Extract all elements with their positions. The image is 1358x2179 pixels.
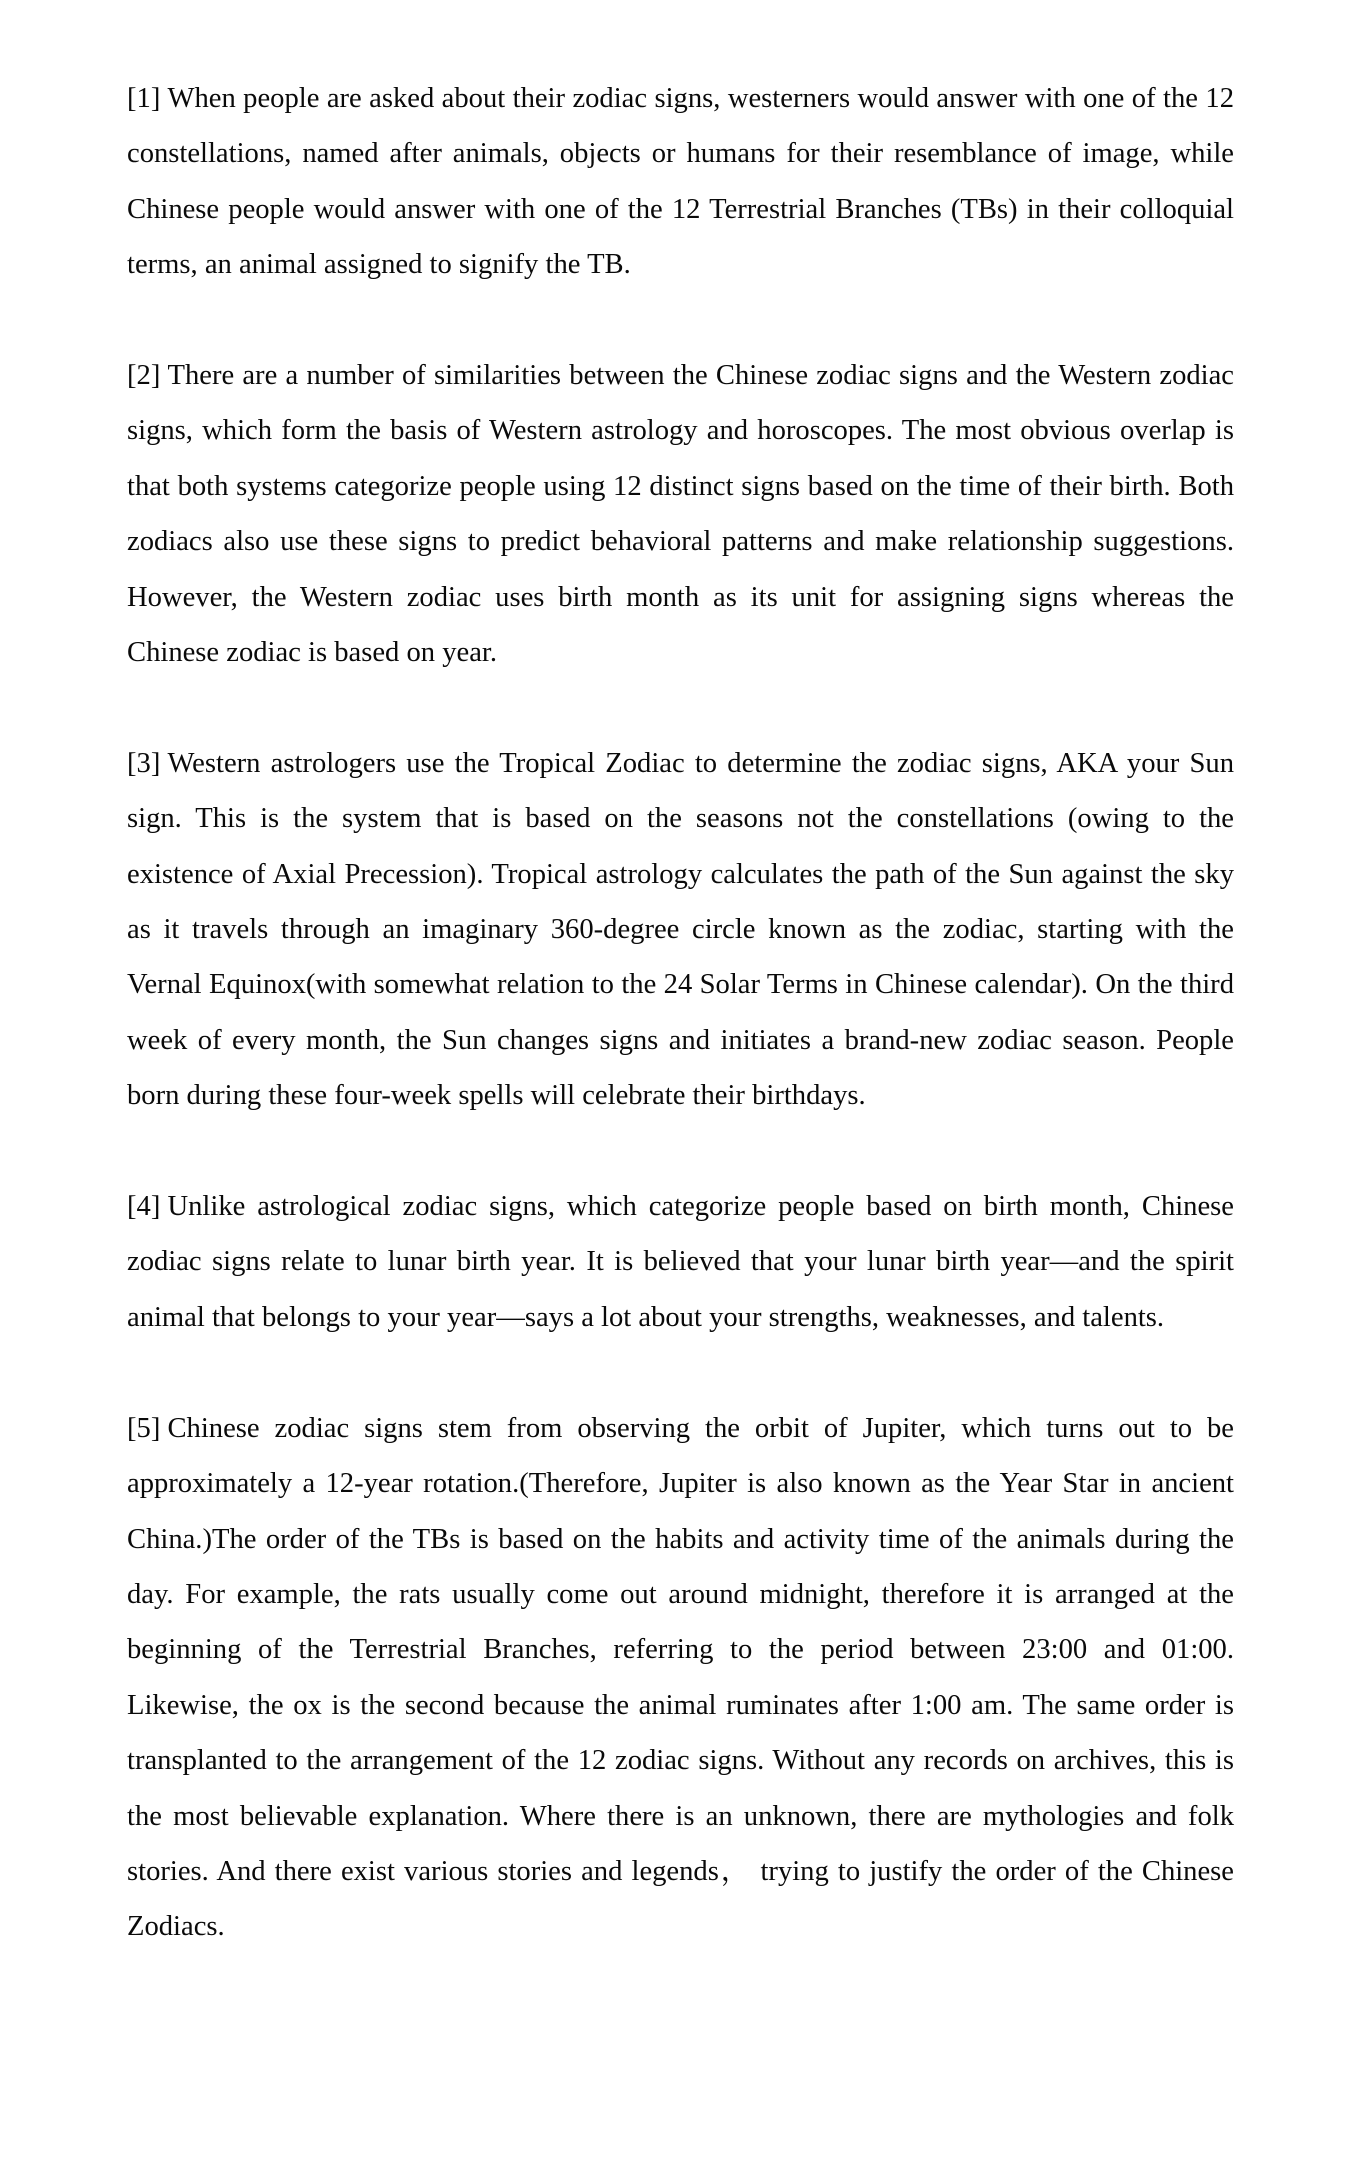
paragraph-4 [127, 1179, 1234, 1345]
paragraph-text: Chinese zodiac signs stem from observing the orbit of Jupiter, which turns out to be approximately a 12-year rotation.(Therefore, Jupiter is also known as the Year Star in ancient China.)The order of the TBs is based on the habits and activity time of the animals during the day. For example, the rats usually come out around midnight, therefore it is arranged at the beginning of the Terrestrial Branches, referring to the period between 23:00 and 01:00. Likewise, the ox is the second because the animal ruminates after 1:00 am. The same order is transplanted to the arrangement of the 12 zodiac signs. Without any records on archives, this is the most believable explanation. Where there is an unknown, there are mythologies and folk stories. And there exist various stories and legends， trying to justify the order of the Chinese Zodiacs. [127, 1412, 1234, 1943]
paragraph-number: [5] [127, 1412, 161, 1444]
paragraph-number: [3] [127, 747, 161, 779]
paragraph-1 [127, 71, 1234, 293]
paragraph-text: When people are asked about their zodiac signs, westerners would answer with one of the 12 constellations, named after animals, objects or humans for their resemblance of image, while Chinese people would answer with one of the 12 Terrestrial Branches (TBs) in their colloquial terms, an animal assigned to signify the TB. [127, 83, 1234, 281]
paragraph-text: There are a number of similarities between the Chinese zodiac signs and the Western zodiac signs, which form the basis of Western astrology and horoscopes. The most obvious overlap is that both systems categorize people using 12 distinct signs based on the time of their birth. Both zodiacs also use these signs to predict behavioral patterns and make relationship suggestions. However, the Western zodiac uses birth month as its unit for assigning signs whereas the Chinese zodiac is based on year. [127, 360, 1234, 669]
paragraph-text: Unlike astrological zodiac signs, which categorize people based on birth month, Chinese zodiac signs relate to lunar birth year. It is believed that your lunar birth year—and the spirit animal that belongs to your year—says a lot about your strengths, weaknesses, and talents. [127, 1191, 1234, 1333]
paragraph-2 [127, 348, 1234, 680]
paragraph-number: [4] [127, 1191, 161, 1223]
paragraph-text: Western astrologers use the Tropical Zodiac to determine the zodiac signs, AKA your Sun sign. This is the system that is based on the seasons not the constellations (owing to the existence of Axial Precession). Tropical astrology calculates the path of the Sun against the sky as it travels through an imaginary 360-degree circle known as the zodiac, starting with the Vernal Equinox(with somewhat relation to the 24 Solar Terms in Chinese calendar). On the third week of every month, the Sun changes signs and initiates a brand-new zodiac season. People born during these four-week spells will celebrate their birthdays. [127, 747, 1234, 1112]
paragraph-number: [2] [127, 360, 161, 392]
paragraph-3 [127, 736, 1234, 1124]
document-page [127, 71, 1234, 1955]
paragraph-5 [127, 1401, 1234, 1955]
paragraph-number: [1] [127, 83, 161, 114]
